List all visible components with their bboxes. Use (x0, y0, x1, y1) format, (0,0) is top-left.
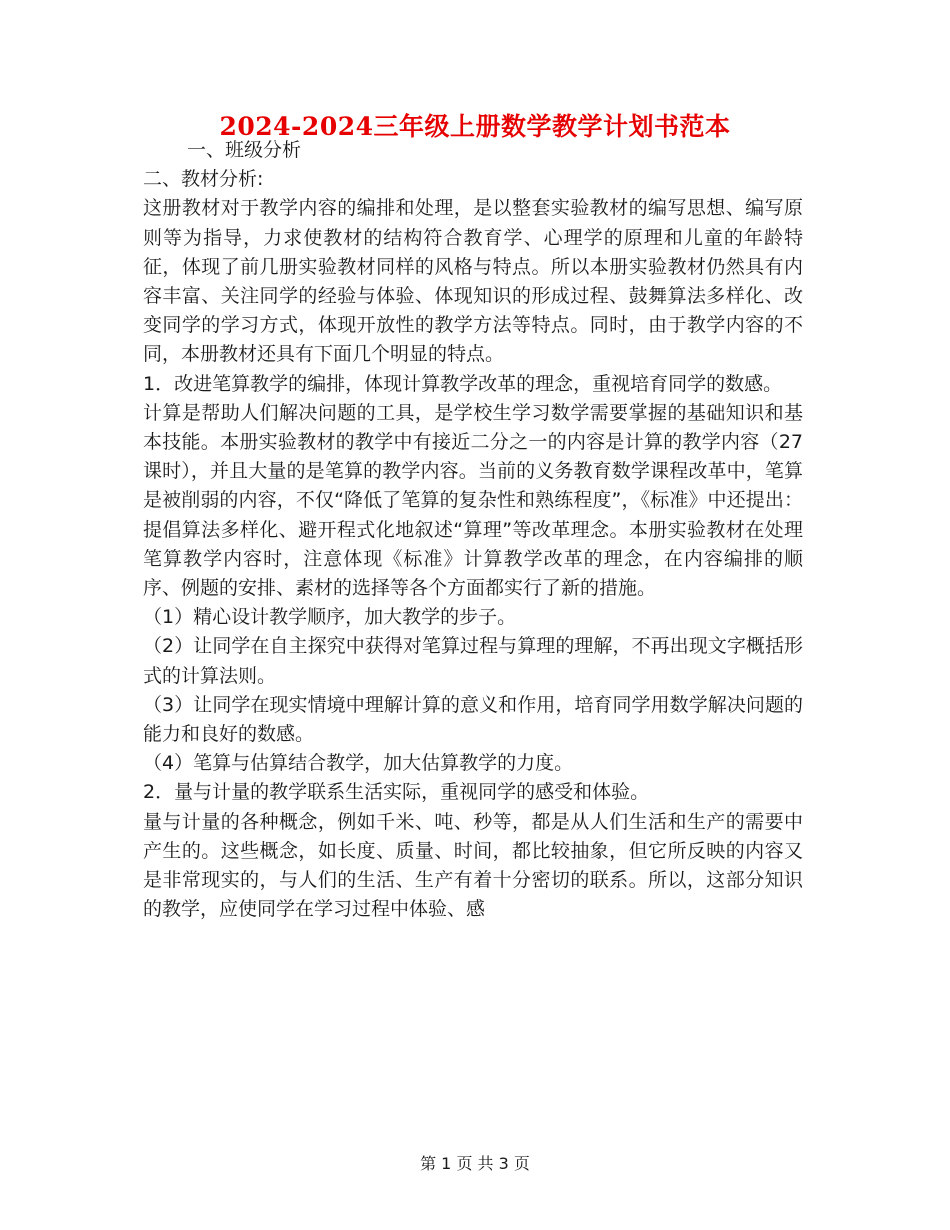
list-item-3: （3）让同学在现实情境中理解计算的意义和作用，培育同学用数学解决问题的能力和良好的数感。 (143, 693, 803, 746)
list-item-1: （1）精心设计教学顺序，加大教学的步子。 (143, 606, 517, 629)
document-body (143, 136, 803, 924)
document-title: 2024-2024三年级上册数学教学计划书范本 (219, 112, 731, 141)
list-item-4: （4）笔算与估算结合教学，加大估算教学的力度。 (143, 752, 574, 775)
paragraph-textbook-overview: 这册教材对于教学内容的编排和处理，是以整套实验教材的编写思想、编写原则等为指导，力求使教材的结构符合教育学、心理学的原理和儿童的年龄特征，体现了前几册实验教材同样的风格与特点。所以本册实验教材仍然具有内容丰富、关注同学的经验与体验、体现知识的形成过程、鼓舞算法多样化、改变同学的学习方式，体现开放性的教学方法等特点。同时，由于教学内容的不同，本册教材还具有下面几个明显的特点。 (143, 197, 803, 366)
paragraph-calculation: 计算是帮助人们解决问题的工具，是学校生学习数学需要掌握的基础知识和基本技能。本册实验教材的教学中有接近二分之一的内容是计算的教学内容（27课时），并且大量的是笔算的教学内容。当前的义务教育数学课程改革中，笔算是被削弱的内容，不仅“降低了笔算的复杂性和熟练程度”，《标准》中还提出：提倡算法多样化、避开程式化地叙述“算理”等改革理念。本册实验教材在处理笔算教学内容时，注意体现《标准》计算教学改革的理念，在内容编排的顺序、例题的安排、素材的选择等各个方面都实行了新的措施。 (143, 401, 803, 600)
section-heading-class-analysis: 一、班级分析 (187, 139, 302, 161)
paragraph-measurement: 量与计量的各种概念，例如千米、吨、秒等，都是从人们生活和生产的需要中产生的。这些概念，如长度、质量、时间，都比较抽象，但它所反映的内容又是非常现实的，与人们的生活、生产有着十分密切的联系。所以，这部分知识的教学，应使同学在学习过程中体验、感 (143, 810, 803, 921)
point-heading-measurement: 2．量与计量的教学联系生活实际，重视同学的感受和体验。 (143, 781, 650, 804)
list-item-2: （2）让同学在自主探究中获得对笔算过程与算理的理解，不再出现文字概括形式的计算法则。 (143, 635, 803, 687)
page-number-footer: 第 1 页 共 3 页 (420, 1154, 530, 1173)
section-heading-textbook-analysis: 二、教材分析: (143, 168, 264, 191)
point-heading-written-calculation: 1．改进笔算教学的编排，体现计算教学改革的理念，重视培育同学的数感。 (143, 372, 783, 395)
